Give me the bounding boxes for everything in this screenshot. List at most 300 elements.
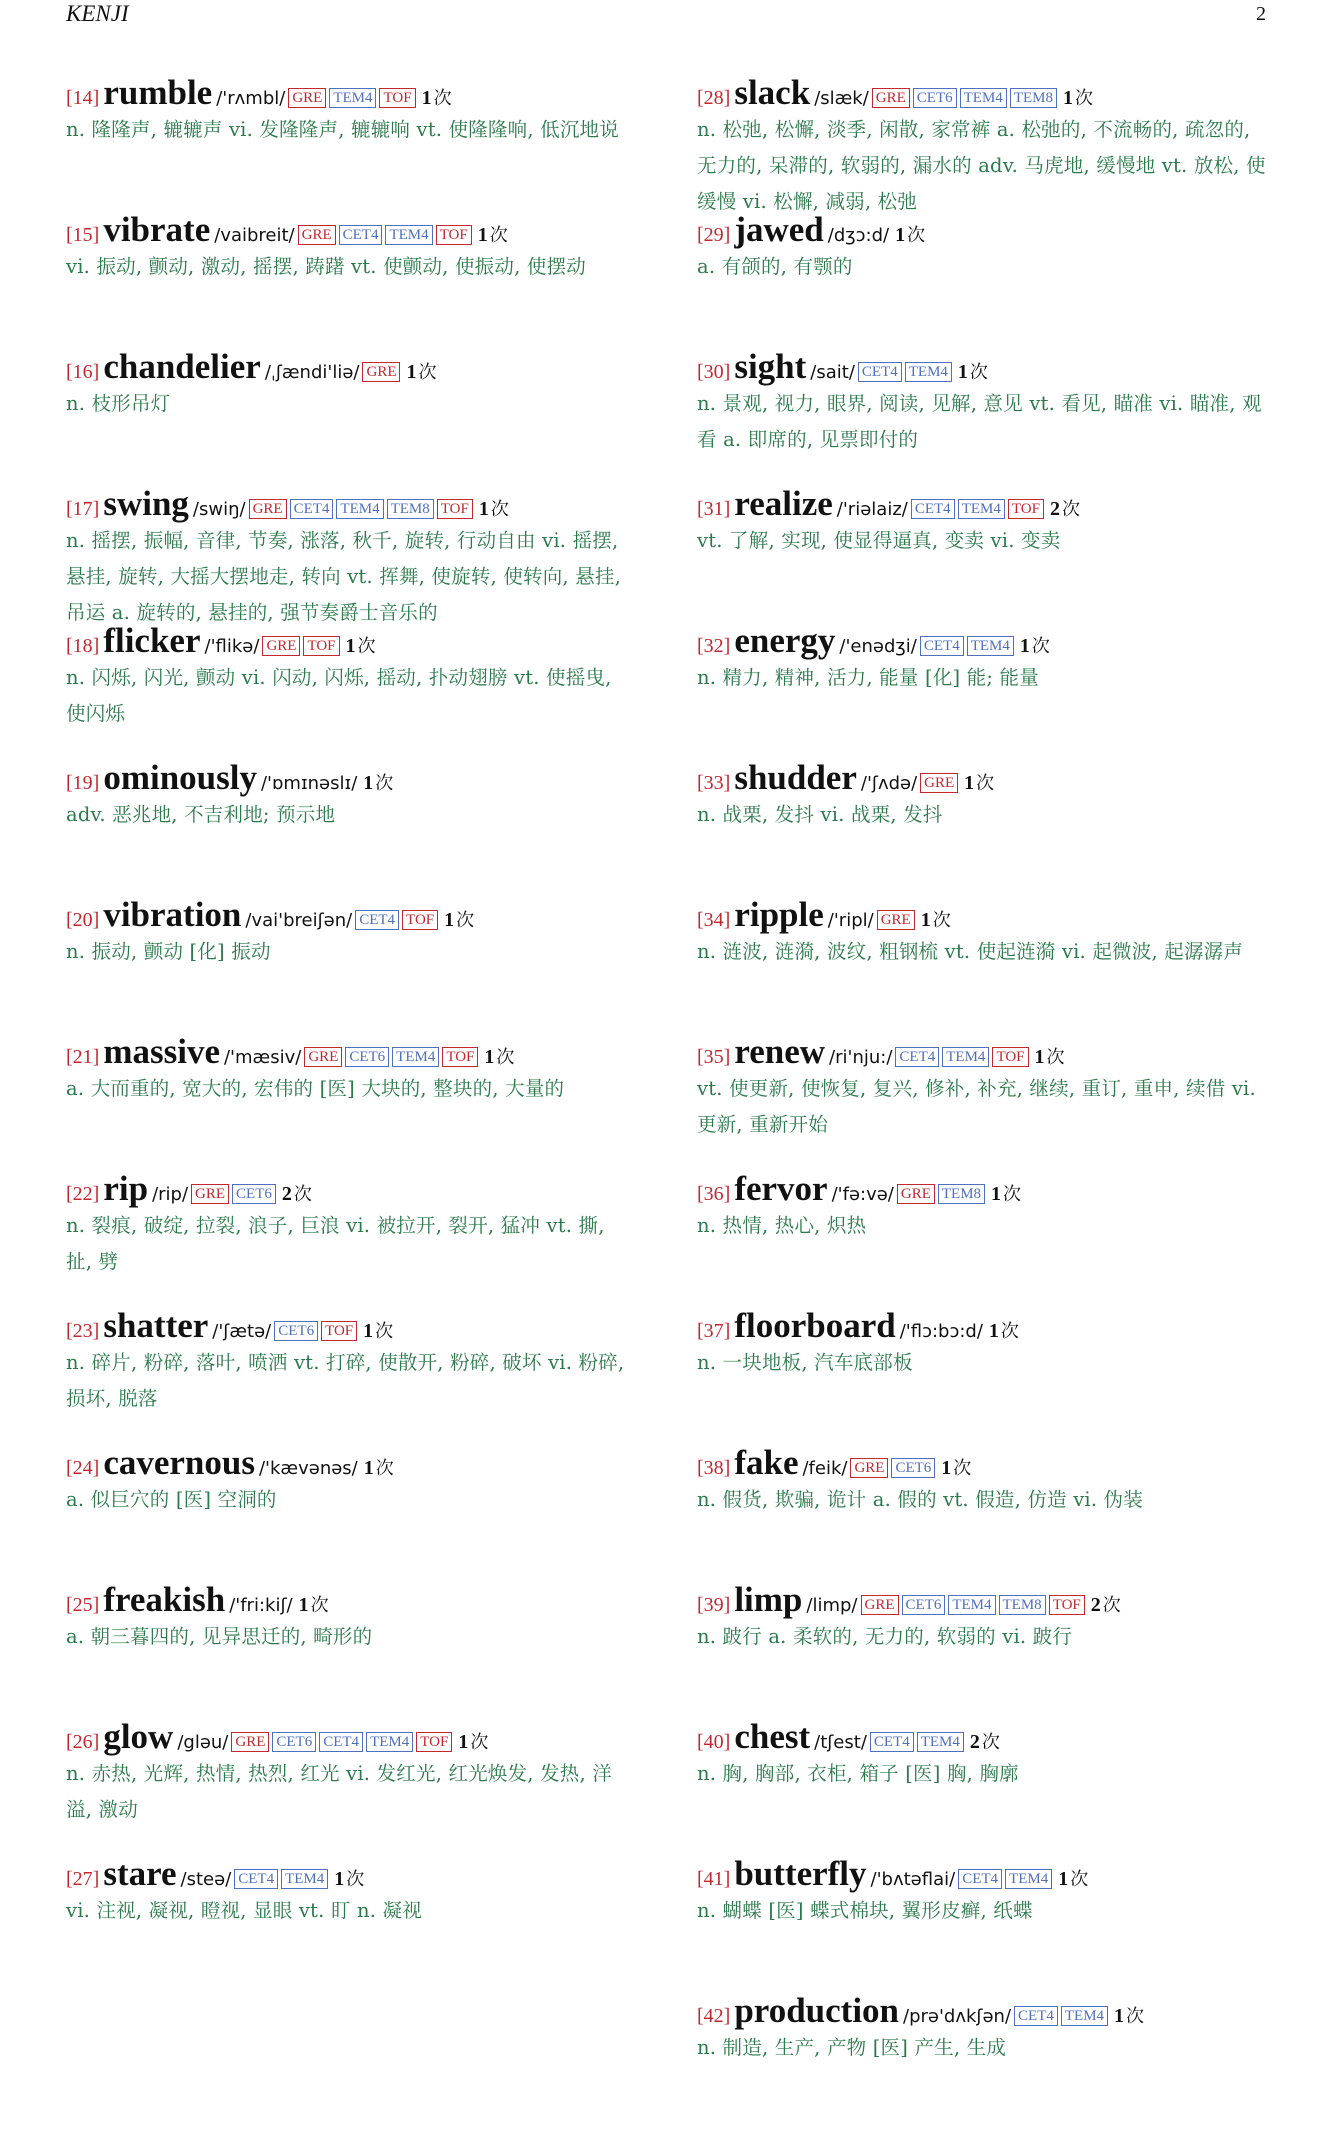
entry-phonetic: /'mæsiv/ <box>223 1047 302 1068</box>
exam-tag-badge: GRE <box>231 1732 269 1752</box>
entry-word: floorboard <box>734 1309 896 1345</box>
left-column <box>66 76 641 1994</box>
entry-headline <box>66 1035 641 1071</box>
entry-frequency: 1 <box>484 1046 495 1068</box>
entry-headline <box>66 213 641 249</box>
frequency-suffix: 次 <box>981 1732 1000 1753</box>
frequency-suffix: 次 <box>932 910 951 931</box>
entry-index: [31] <box>697 498 731 520</box>
vocab-entry <box>66 213 641 350</box>
entry-word: chandelier <box>103 350 261 386</box>
exam-tag-badge: CET4 <box>234 1869 278 1889</box>
entry-phonetic: /feik/ <box>802 1458 848 1479</box>
entry-frequency: 2 <box>281 1183 292 1205</box>
entry-frequency: 1 <box>478 498 489 520</box>
entry-phonetic: /vai'breiʃən/ <box>245 910 353 931</box>
entry-word: chest <box>734 1720 811 1756</box>
exam-tag-badge: TEM8 <box>938 1184 985 1204</box>
exam-tag-badge: TOF <box>1049 1595 1085 1615</box>
entry-index: [17] <box>66 498 100 520</box>
entry-word: slack <box>734 76 811 112</box>
vocab-entry <box>66 1446 641 1583</box>
entry-index: [14] <box>66 87 100 109</box>
exam-tag-badge: TOF <box>442 1047 478 1067</box>
exam-tag-badge: CET4 <box>290 499 334 519</box>
vocab-entry <box>697 898 1272 1035</box>
entry-phonetic: /'kævənəs/ <box>258 1458 358 1479</box>
exam-tag-badge: TEM4 <box>281 1869 328 1889</box>
entry-headline <box>697 487 1272 523</box>
entry-headline <box>697 1172 1272 1208</box>
entry-word: fervor <box>734 1172 828 1208</box>
entry-frequency: 1 <box>1062 87 1073 109</box>
entry-index: [28] <box>697 87 731 109</box>
entry-word: limp <box>734 1583 803 1619</box>
exam-tag-badge: TEM8 <box>1010 88 1057 108</box>
entry-frequency: 1 <box>334 1868 345 1890</box>
entry-phonetic: /steə/ <box>180 1869 232 1890</box>
entry-index: [42] <box>697 2005 731 2027</box>
entry-headline <box>66 1446 641 1482</box>
entry-word: massive <box>103 1035 220 1071</box>
entry-index: [41] <box>697 1868 731 1890</box>
entry-phonetic: /'ɒmɪnəslɪ/ <box>260 773 358 794</box>
entry-index: [40] <box>697 1731 731 1753</box>
entry-definition: n. 赤热, 光辉, 热情, 热烈, 红光 vi. 发红光, 红光焕发, 发热, 洋溢, 激动 <box>66 1762 612 1821</box>
exam-tag-badge: CET6 <box>274 1321 318 1341</box>
exam-tag-badge: GRE <box>288 88 326 108</box>
vocab-entry <box>697 487 1272 624</box>
vocab-entry <box>697 1446 1272 1583</box>
entry-definition: n. 一块地板, 汽车底部板 <box>697 1351 913 1374</box>
entry-word: renew <box>734 1035 826 1071</box>
entry-word: flicker <box>103 624 201 660</box>
exam-tag-badge: GRE <box>920 773 958 793</box>
entry-word: fake <box>734 1446 799 1482</box>
entry-headline <box>697 1583 1272 1619</box>
entry-phonetic: /'flɔ:bɔ:d/ <box>899 1321 983 1342</box>
entry-word: jawed <box>734 213 824 249</box>
entry-phonetic: /limp/ <box>806 1595 858 1616</box>
entry-word: realize <box>734 487 833 523</box>
entry-headline <box>66 1720 641 1756</box>
entry-definition: n. 蝴蝶 [医] 蝶式棉块, 翼形皮癣, 纸蝶 <box>697 1899 1033 1922</box>
entry-frequency: 1 <box>363 772 374 794</box>
exam-tag-badge: GRE <box>850 1458 888 1478</box>
exam-tag-badge: CET6 <box>345 1047 389 1067</box>
exam-tag-badge: TEM4 <box>960 88 1007 108</box>
entry-word: stare <box>103 1857 177 1893</box>
entry-headline <box>697 1309 1272 1345</box>
vocab-entry <box>66 487 641 624</box>
entry-frequency: 1 <box>444 909 455 931</box>
vocab-entry <box>697 213 1272 350</box>
entry-phonetic: /vaibreit/ <box>214 225 295 246</box>
entry-phonetic: /rip/ <box>152 1184 189 1205</box>
vocab-entry <box>697 1172 1272 1309</box>
vocab-entry <box>66 350 641 487</box>
frequency-suffix: 次 <box>976 773 995 794</box>
entry-phonetic: /prə'dʌkʃən/ <box>903 2006 1012 2027</box>
frequency-suffix: 次 <box>375 1321 394 1342</box>
entry-definition: vt. 了解, 实现, 使显得逼真, 变卖 vi. 变卖 <box>697 529 1061 552</box>
frequency-suffix: 次 <box>346 1869 365 1890</box>
entry-definition: adv. 恶兆地, 不吉利地; 预示地 <box>66 803 336 826</box>
entry-headline <box>66 350 641 386</box>
entry-phonetic: /'riəlaiz/ <box>836 499 908 520</box>
exam-tag-badge: TEM4 <box>385 225 432 245</box>
entry-word: freakish <box>103 1583 226 1619</box>
exam-tag-badge: GRE <box>872 88 910 108</box>
entry-definition: vi. 振动, 颤动, 激动, 摇摆, 踌躇 vt. 使颤动, 使振动, 使摆动 <box>66 255 586 278</box>
entry-index: [29] <box>697 224 731 246</box>
exam-tag-badge: TOF <box>437 499 473 519</box>
vocab-entry <box>66 1035 641 1172</box>
entry-index: [32] <box>697 635 731 657</box>
entry-word: production <box>734 1994 900 2030</box>
exam-tag-badge: TEM4 <box>942 1047 989 1067</box>
exam-tag-badge: TEM4 <box>905 362 952 382</box>
exam-tag-badge: CET6 <box>913 88 957 108</box>
vocab-entry <box>66 624 641 761</box>
entry-frequency: 2 <box>969 1731 980 1753</box>
entry-index: [33] <box>697 772 731 794</box>
exam-tag-badge: CET6 <box>902 1595 946 1615</box>
entry-frequency: 1 <box>458 1731 469 1753</box>
entry-headline <box>66 76 641 112</box>
frequency-suffix: 次 <box>418 362 437 383</box>
frequency-suffix: 次 <box>433 88 452 109</box>
entry-phonetic: /'flikə/ <box>204 636 260 657</box>
entry-word: shudder <box>734 761 857 797</box>
entry-headline <box>697 1857 1272 1893</box>
frequency-suffix: 次 <box>1074 88 1093 109</box>
exam-tag-badge: TEM8 <box>387 499 434 519</box>
entry-index: [19] <box>66 772 100 794</box>
entry-phonetic: /'bʌtəflai/ <box>870 1869 956 1890</box>
exam-tag-badge: TOF <box>992 1047 1028 1067</box>
entry-definition: n. 裂痕, 破绽, 拉裂, 浪子, 巨浪 vi. 被拉开, 裂开, 猛冲 vt. 撕, 扯, 劈 <box>66 1214 605 1273</box>
entry-definition: n. 战栗, 发抖 vi. 战栗, 发抖 <box>697 803 943 826</box>
entry-phonetic: /swiŋ/ <box>192 499 246 520</box>
entry-phonetic: /'enədʒi/ <box>839 636 917 657</box>
entry-definition: n. 隆隆声, 辘辘声 vi. 发隆隆声, 辘辘响 vt. 使隆隆响, 低沉地说 <box>66 118 619 141</box>
entry-headline <box>697 76 1272 112</box>
entry-phonetic: /gləu/ <box>177 1732 229 1753</box>
entry-headline <box>697 624 1272 660</box>
vocab-entry <box>66 1583 641 1720</box>
entry-word: swing <box>103 487 189 523</box>
vocab-entry <box>697 624 1272 761</box>
exam-tag-badge: TEM8 <box>999 1595 1046 1615</box>
exam-tag-badge: GRE <box>191 1184 229 1204</box>
entry-frequency: 1 <box>991 1183 1002 1205</box>
entry-phonetic: /'ʃætə/ <box>212 1321 272 1342</box>
exam-tag-badge: GRE <box>304 1047 342 1067</box>
exam-tag-badge: CET4 <box>958 1869 1002 1889</box>
entry-index: [34] <box>697 909 731 931</box>
frequency-suffix: 次 <box>969 362 988 383</box>
document-title: KENJI <box>66 1 129 26</box>
entry-headline <box>66 487 641 523</box>
exam-tag-badge: TEM4 <box>917 1732 964 1752</box>
entry-frequency: 1 <box>1058 1868 1069 1890</box>
page-header <box>66 0 1266 28</box>
entry-word: rip <box>103 1172 149 1208</box>
entry-index: [23] <box>66 1320 100 1342</box>
entry-index: [26] <box>66 1731 100 1753</box>
vocab-entry <box>697 1583 1272 1720</box>
entry-phonetic: /sait/ <box>810 362 855 383</box>
entry-definition: n. 精力, 精神, 活力, 能量 [化] 能; 能量 <box>697 666 1039 689</box>
frequency-suffix: 次 <box>1000 1321 1019 1342</box>
exam-tag-badge: CET4 <box>355 910 399 930</box>
entry-definition: n. 胸, 胸部, 衣柜, 箱子 [医] 胸, 胸廓 <box>697 1762 1019 1785</box>
entry-frequency: 1 <box>345 635 356 657</box>
entry-index: [18] <box>66 635 100 657</box>
page-number: 2 <box>1256 2 1266 25</box>
entry-phonetic: /'ʃʌdə/ <box>860 773 918 794</box>
frequency-suffix: 次 <box>907 225 926 246</box>
entry-frequency: 2 <box>1049 498 1060 520</box>
vocab-entry <box>66 1857 641 1994</box>
entry-frequency: 1 <box>363 1320 374 1342</box>
exam-tag-badge: CET6 <box>272 1732 316 1752</box>
entry-index: [36] <box>697 1183 731 1205</box>
frequency-suffix: 次 <box>1102 1595 1121 1616</box>
entry-index: [15] <box>66 224 100 246</box>
vocab-entry <box>66 761 641 898</box>
entry-frequency: 1 <box>895 224 906 246</box>
exam-tag-badge: GRE <box>249 499 287 519</box>
entry-index: [25] <box>66 1594 100 1616</box>
exam-tag-badge: CET4 <box>911 499 955 519</box>
entry-headline <box>66 761 641 797</box>
entry-index: [39] <box>697 1594 731 1616</box>
entry-frequency: 1 <box>477 224 488 246</box>
entry-frequency: 1 <box>298 1594 309 1616</box>
entry-frequency: 1 <box>1034 1046 1045 1068</box>
entry-headline <box>697 1720 1272 1756</box>
exam-tag-badge: TOF <box>321 1321 357 1341</box>
entry-index: [38] <box>697 1457 731 1479</box>
exam-tag-badge: TEM4 <box>958 499 1005 519</box>
vocab-entry <box>697 1720 1272 1857</box>
entry-phonetic: /'fə:və/ <box>831 1184 894 1205</box>
entry-frequency: 1 <box>1019 635 1030 657</box>
frequency-suffix: 次 <box>470 1732 489 1753</box>
entry-headline <box>66 898 641 934</box>
exam-tag-badge: TEM4 <box>967 636 1014 656</box>
entry-word: glow <box>103 1720 174 1756</box>
entry-definition: n. 碎片, 粉碎, 落叶, 喷洒 vt. 打碎, 使散开, 粉碎, 破坏 vi. 粉碎, 损坏, 脱落 <box>66 1351 625 1410</box>
entry-headline <box>66 624 641 660</box>
frequency-suffix: 次 <box>496 1047 515 1068</box>
entry-word: ominously <box>103 761 257 797</box>
exam-tag-badge: GRE <box>861 1595 899 1615</box>
exam-tag-badge: CET4 <box>858 362 902 382</box>
entry-frequency: 1 <box>920 909 931 931</box>
entry-frequency: 1 <box>363 1457 374 1479</box>
entry-index: [21] <box>66 1046 100 1068</box>
entry-index: [37] <box>697 1320 731 1342</box>
exam-tag-badge: CET4 <box>339 225 383 245</box>
vocab-entry <box>66 1309 641 1446</box>
entry-word: ripple <box>734 898 824 934</box>
entry-definition: a. 有颌的, 有颚的 <box>697 255 853 278</box>
frequency-suffix: 次 <box>953 1458 972 1479</box>
entry-index: [22] <box>66 1183 100 1205</box>
exam-tag-badge: CET4 <box>319 1732 363 1752</box>
frequency-suffix: 次 <box>456 910 475 931</box>
vocab-entry <box>697 1035 1272 1172</box>
entry-word: rumble <box>103 76 213 112</box>
vocab-entry <box>697 76 1272 213</box>
vocab-entry <box>66 898 641 1035</box>
frequency-suffix: 次 <box>490 499 509 520</box>
entry-definition: n. 涟波, 涟漪, 波纹, 粗钢梳 vt. 使起涟漪 vi. 起微波, 起潺潺声 <box>697 940 1244 963</box>
entry-definition: vi. 注视, 凝视, 瞪视, 显眼 vt. 盯 n. 凝视 <box>66 1899 422 1922</box>
frequency-suffix: 次 <box>310 1595 329 1616</box>
entry-definition: n. 松弛, 松懈, 淡季, 闲散, 家常裤 a. 松弛的, 不流畅的, 疏忽的, 无力的, 呆滞的, 软弱的, 漏水的 adv. 马虎地, 缓慢地 vt. 放松, 使缓慢 vi. 松懈, 减弱, 松弛 <box>697 118 1266 213</box>
frequency-suffix: 次 <box>1003 1184 1022 1205</box>
entry-phonetic: /ˌʃændi'liə/ <box>264 362 360 383</box>
entry-phonetic: /'ripl/ <box>827 910 874 931</box>
entry-frequency: 1 <box>957 361 968 383</box>
entry-word: vibrate <box>103 213 211 249</box>
entry-definition: a. 朝三暮四的, 见异思迁的, 畸形的 <box>66 1625 373 1648</box>
exam-tag-badge: GRE <box>897 1184 935 1204</box>
entry-frequency: 1 <box>941 1457 952 1479</box>
frequency-suffix: 次 <box>375 773 394 794</box>
entry-word: sight <box>734 350 807 386</box>
entry-definition: a. 大而重的, 宽大的, 宏伟的 [医] 大块的, 整块的, 大量的 <box>66 1077 565 1100</box>
exam-tag-badge: CET4 <box>895 1047 939 1067</box>
entry-headline <box>697 213 1272 249</box>
exam-tag-badge: TEM4 <box>1005 1869 1052 1889</box>
vocab-entry <box>66 1720 641 1857</box>
exam-tag-badge: CET4 <box>1014 2006 1058 2026</box>
entry-definition: n. 制造, 生产, 产物 [医] 产生, 生成 <box>697 2036 1007 2059</box>
entry-frequency: 1 <box>406 361 417 383</box>
frequency-suffix: 次 <box>1046 1047 1065 1068</box>
entry-definition: a. 似巨穴的 [医] 空洞的 <box>66 1488 277 1511</box>
exam-tag-badge: TEM4 <box>392 1047 439 1067</box>
entry-headline <box>66 1172 641 1208</box>
entry-word: vibration <box>103 898 242 934</box>
entry-index: [35] <box>697 1046 731 1068</box>
vocab-entry <box>697 761 1272 898</box>
exam-tag-badge: CET4 <box>920 636 964 656</box>
exam-tag-badge: TOF <box>436 225 472 245</box>
frequency-suffix: 次 <box>293 1184 312 1205</box>
entry-definition: n. 闪烁, 闪光, 颤动 vi. 闪动, 闪烁, 摇动, 扑动翅膀 vt. 使摇曳, 使闪烁 <box>66 666 612 725</box>
exam-tag-badge: CET6 <box>891 1458 935 1478</box>
entry-index: [30] <box>697 361 731 383</box>
exam-tag-badge: TOF <box>1008 499 1044 519</box>
entry-word: cavernous <box>103 1446 255 1482</box>
frequency-suffix: 次 <box>1031 636 1050 657</box>
exam-tag-badge: TEM4 <box>336 499 383 519</box>
exam-tag-badge: TOF <box>379 88 415 108</box>
entry-headline <box>66 1857 641 1893</box>
entry-headline <box>697 898 1272 934</box>
exam-tag-badge: TEM4 <box>366 1732 413 1752</box>
entry-index: [27] <box>66 1868 100 1890</box>
entry-phonetic: /slæk/ <box>814 88 869 109</box>
frequency-suffix: 次 <box>357 636 376 657</box>
right-column <box>697 76 1272 2131</box>
vocab-entry <box>697 1857 1272 1994</box>
entry-definition: n. 景观, 视力, 眼界, 阅读, 见解, 意见 vt. 看见, 瞄准 vi. 瞄准, 观看 a. 即席的, 见票即付的 <box>697 392 1262 451</box>
entry-index: [16] <box>66 361 100 383</box>
entry-frequency: 1 <box>988 1320 999 1342</box>
exam-tag-badge: TOF <box>402 910 438 930</box>
entry-headline <box>66 1309 641 1345</box>
exam-tag-badge: GRE <box>262 636 300 656</box>
entry-headline <box>697 350 1272 386</box>
entry-phonetic: /tʃest/ <box>814 1732 867 1753</box>
exam-tag-badge: CET4 <box>870 1732 914 1752</box>
entry-word: butterfly <box>734 1857 867 1893</box>
entry-headline <box>697 1035 1272 1071</box>
vocab-entry <box>697 1994 1272 2131</box>
entry-definition: n. 热情, 热心, 炽热 <box>697 1214 867 1237</box>
frequency-suffix: 次 <box>489 225 508 246</box>
entry-index: [24] <box>66 1457 100 1479</box>
entry-frequency: 1 <box>1114 2005 1125 2027</box>
frequency-suffix: 次 <box>1061 499 1080 520</box>
vocab-entry <box>66 76 641 213</box>
entry-word: energy <box>734 624 836 660</box>
exam-tag-badge: GRE <box>877 910 915 930</box>
entry-index: [20] <box>66 909 100 931</box>
frequency-suffix: 次 <box>1126 2006 1145 2027</box>
vocab-entry <box>697 1309 1272 1446</box>
exam-tag-badge: GRE <box>298 225 336 245</box>
exam-tag-badge: TOF <box>303 636 339 656</box>
entry-definition: n. 假货, 欺骗, 诡计 a. 假的 vt. 假造, 仿造 vi. 伪装 <box>697 1488 1144 1511</box>
entry-definition: n. 摇摆, 振幅, 音律, 节奏, 涨落, 秋千, 旋转, 行动自由 vi. 摇摆, 悬挂, 旋转, 大摇大摆地走, 转向 vt. 挥舞, 使旋转, 使转向, 悬挂, 吊运 a. 旋转的, 悬挂的, 强节奏爵士音乐的 <box>66 529 622 624</box>
exam-tag-badge: GRE <box>362 362 400 382</box>
entry-word: shatter <box>103 1309 209 1345</box>
vocab-entry <box>66 1172 641 1309</box>
entry-definition: vt. 使更新, 使恢复, 复兴, 修补, 补充, 继续, 重订, 重申, 续借 vi. 更新, 重新开始 <box>697 1077 1256 1136</box>
entry-headline <box>697 1446 1272 1482</box>
entry-phonetic: /ri'nju:/ <box>829 1047 893 1068</box>
entry-headline <box>697 761 1272 797</box>
entry-definition: n. 振动, 颤动 [化] 振动 <box>66 940 271 963</box>
entry-headline <box>66 1583 641 1619</box>
exam-tag-badge: CET6 <box>232 1184 276 1204</box>
entry-frequency: 2 <box>1090 1594 1101 1616</box>
entry-headline <box>697 1994 1272 2030</box>
exam-tag-badge: TEM4 <box>329 88 376 108</box>
entry-phonetic: /dʒɔ:d/ <box>827 225 890 246</box>
entry-phonetic: /'rʌmbl/ <box>216 88 286 109</box>
frequency-suffix: 次 <box>1070 1869 1089 1890</box>
exam-tag-badge: TEM4 <box>948 1595 995 1615</box>
entry-frequency: 1 <box>964 772 975 794</box>
exam-tag-badge: TEM4 <box>1061 2006 1108 2026</box>
exam-tag-badge: TOF <box>416 1732 452 1752</box>
entry-definition: n. 跛行 a. 柔软的, 无力的, 软弱的 vi. 跛行 <box>697 1625 1073 1648</box>
vocab-entry <box>697 350 1272 487</box>
entry-frequency: 1 <box>421 87 432 109</box>
entry-definition: n. 枝形吊灯 <box>66 392 171 415</box>
frequency-suffix: 次 <box>375 1458 394 1479</box>
entry-phonetic: /'fri:kiʃ/ <box>229 1595 293 1616</box>
